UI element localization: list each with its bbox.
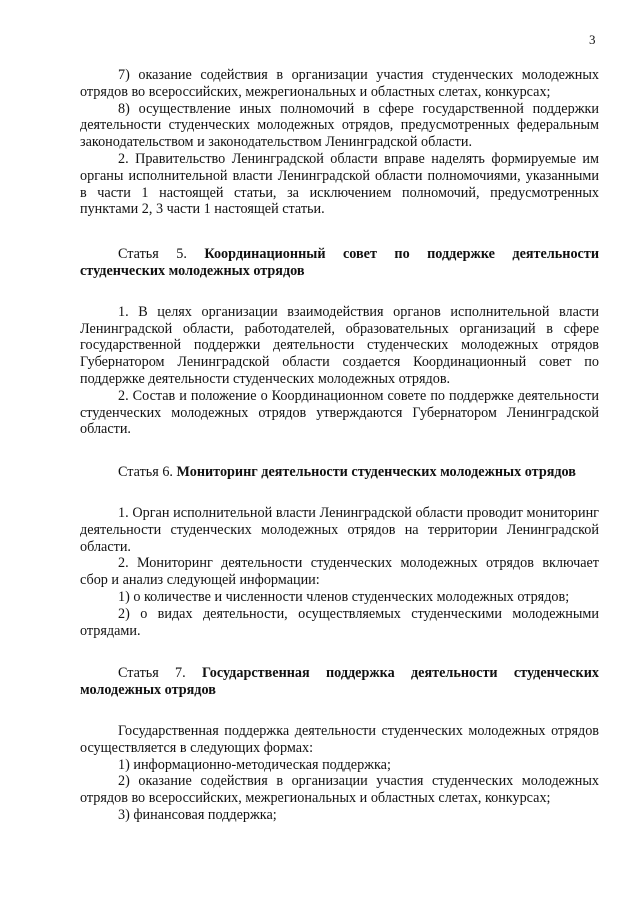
article-title: Координационный совет по поддержке деятельности студенческих молодежных отрядов: [80, 246, 599, 279]
page-number: 3: [589, 32, 596, 47]
paragraph: 1) информационно-методическая поддержка;: [118, 756, 391, 773]
paragraph: 1. В целях организации взаимодействия органов исполнительной власти Ленинградской области, работодателей, образовательных организаций в сфере государственной поддержки деятельности студенческих молодежных отрядов Губернатором Ленинградской области создается Координационный совет по поддержке деятельности студенческих молодежных отрядов.: [80, 303, 599, 387]
paragraph: 2. Состав и положение о Координационном совете по поддержке деятельности студенческих молодежных отрядов утверждаются Губернатором Ленинградской области.: [80, 387, 599, 438]
paragraph: 7) оказание содействия в организации участия студенческих молодежных отрядов во всероссийских, межрегиональных и областных слетах, конкурсах;: [80, 67, 599, 100]
article-title: Мониторинг деятельности студенческих молодежных отрядов: [176, 464, 576, 481]
paragraph: 2) оказание содействия в организации участия студенческих молодежных отрядов во всероссийских, межрегиональных и областных слетах, конкурсах;: [80, 773, 599, 807]
article-title: Государственная поддержка деятельности студенческих молодежных отрядов: [80, 665, 600, 699]
document-body: [80, 67, 599, 824]
paragraph: 2. Мониторинг деятельности студенческих молодежных отрядов включает сбор и анализ следующей информации:: [80, 555, 599, 589]
article-number: Статья 7.: [118, 665, 186, 682]
paragraph: 2. Правительство Ленинградской области вправе наделять формируемые им органы исполнительной власти Ленинградской области полномочиями, указанными в части 1 настоящей статьи, за исключением полномочий, предусмотренных пунктами 2, 3 части 1 настоящей статьи.: [80, 150, 599, 218]
article-heading-6: [80, 464, 599, 481]
paragraph: Государственная поддержка деятельности студенческих молодежных отрядов осуществляется в следующих формах:: [80, 722, 599, 756]
article-number: Статья 6.: [118, 464, 173, 481]
paragraph: 1) о количестве и численности членов студенческих молодежных отрядов;: [118, 588, 570, 605]
article-heading-7: [80, 665, 599, 699]
paragraph: 1. Орган исполнительной власти Ленинградской области проводит мониторинг деятельности студенческих молодежных отрядов на территории Ленинградской области.: [80, 504, 599, 555]
paragraph: 2) о видах деятельности, осуществляемых студенческими молодежными отрядами.: [80, 605, 599, 639]
paragraph: 3) финансовая поддержка;: [118, 806, 277, 823]
paragraph: 8) осуществление иных полномочий в сфере государственной поддержки деятельности студенческих молодежных отрядов, предусмотренных федеральным законодательством и законодательством Ленинградской области.: [80, 100, 599, 151]
article-heading-5: [80, 246, 599, 280]
article-number: Статья 5.: [118, 246, 187, 263]
